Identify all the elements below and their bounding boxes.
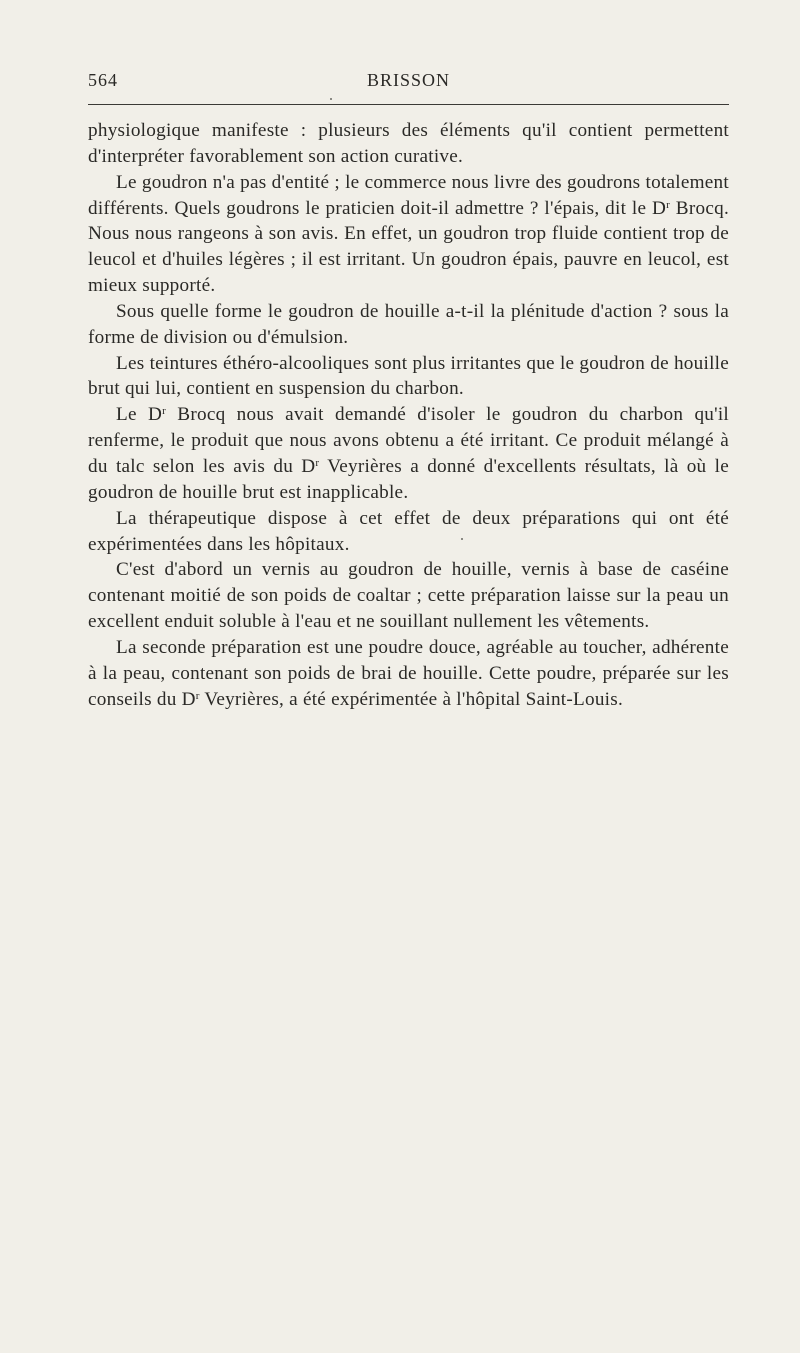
- paragraph-text: La seconde préparation est une poudre douce, agréable au toucher, adhérente à la peau, contenant son poids de brai de houille. Cette poudre, préparée sur les conseils du D: [88, 636, 729, 710]
- paragraph: [88, 351, 729, 403]
- paragraph-text: Veyrières a donné d'excellents résultats, là où le goudron de houille brut est inapplicable.: [88, 455, 729, 503]
- paragraph-text: Les teintures éthéro-alcooliques sont plus irritantes que le goudron de houille brut qui lui, contient en suspension du charbon.: [88, 352, 729, 400]
- paragraph-text: Brocq. Nous nous rangeons à son avis. En effet, un goudron trop fluide contient trop de leucol et d'huiles légères ; il est irritant. Un goudron épais, pauvre en leucol, est mieux supporté.: [88, 197, 729, 297]
- superscript: r: [666, 198, 671, 211]
- paragraph: [88, 635, 729, 713]
- paragraph: [88, 170, 729, 299]
- running-title: BRISSON: [366, 70, 451, 90]
- paragraph-text: La thérapeutique dispose à cet effet de deux préparations qui ont été expérimentées dans les hôpitaux.: [88, 507, 729, 555]
- paper-speck: [461, 538, 463, 540]
- paragraph: [88, 557, 729, 635]
- superscript: r: [315, 456, 320, 469]
- superscript: r: [195, 689, 200, 702]
- paragraph-text: C'est d'abord un vernis au goudron de houille, vernis à base de caséine contenant moitié de son poids de coaltar ; cette préparation laisse sur la peau un excellent enduit soluble à l'eau et ne souillant nullement les vêtements.: [88, 559, 729, 633]
- superscript: r: [162, 405, 167, 418]
- paragraph-text: physiologique manifeste : plusieurs des éléments qu'il contient permettent d'interpréter favorablement son action curative.: [88, 120, 729, 167]
- page-number: 564: [88, 70, 118, 90]
- paper-speck: [330, 98, 332, 100]
- body-text: [88, 118, 729, 712]
- paragraph-text: Le D: [116, 404, 163, 426]
- paragraph-text: Brocq nous avait demandé d'isoler le goudron du charbon qu'il renferme, le produit que nous avons obtenu a été irritant. Ce produit mélangé à du talc selon les avis du D: [88, 404, 730, 477]
- paragraph: [88, 506, 729, 558]
- paragraph: [88, 402, 729, 505]
- paragraph-text: Le goudron n'a pas d'entité ; le commerce nous livre des goudrons totalement différents. Quels goudrons le praticien doit-il admettre ? l'épais, dit le D: [88, 171, 729, 219]
- page-header: [88, 70, 729, 96]
- paragraph: [88, 118, 729, 170]
- paragraph-text: Veyrières, a été expérimentée à l'hôpital Saint-Louis.: [199, 688, 624, 710]
- paragraph: [88, 299, 729, 351]
- header-rule: [88, 104, 729, 105]
- paragraph-text: Sous quelle forme le goudron de houille a-t-il la plénitude d'action ? sous la forme de division ou d'émulsion.: [88, 300, 729, 348]
